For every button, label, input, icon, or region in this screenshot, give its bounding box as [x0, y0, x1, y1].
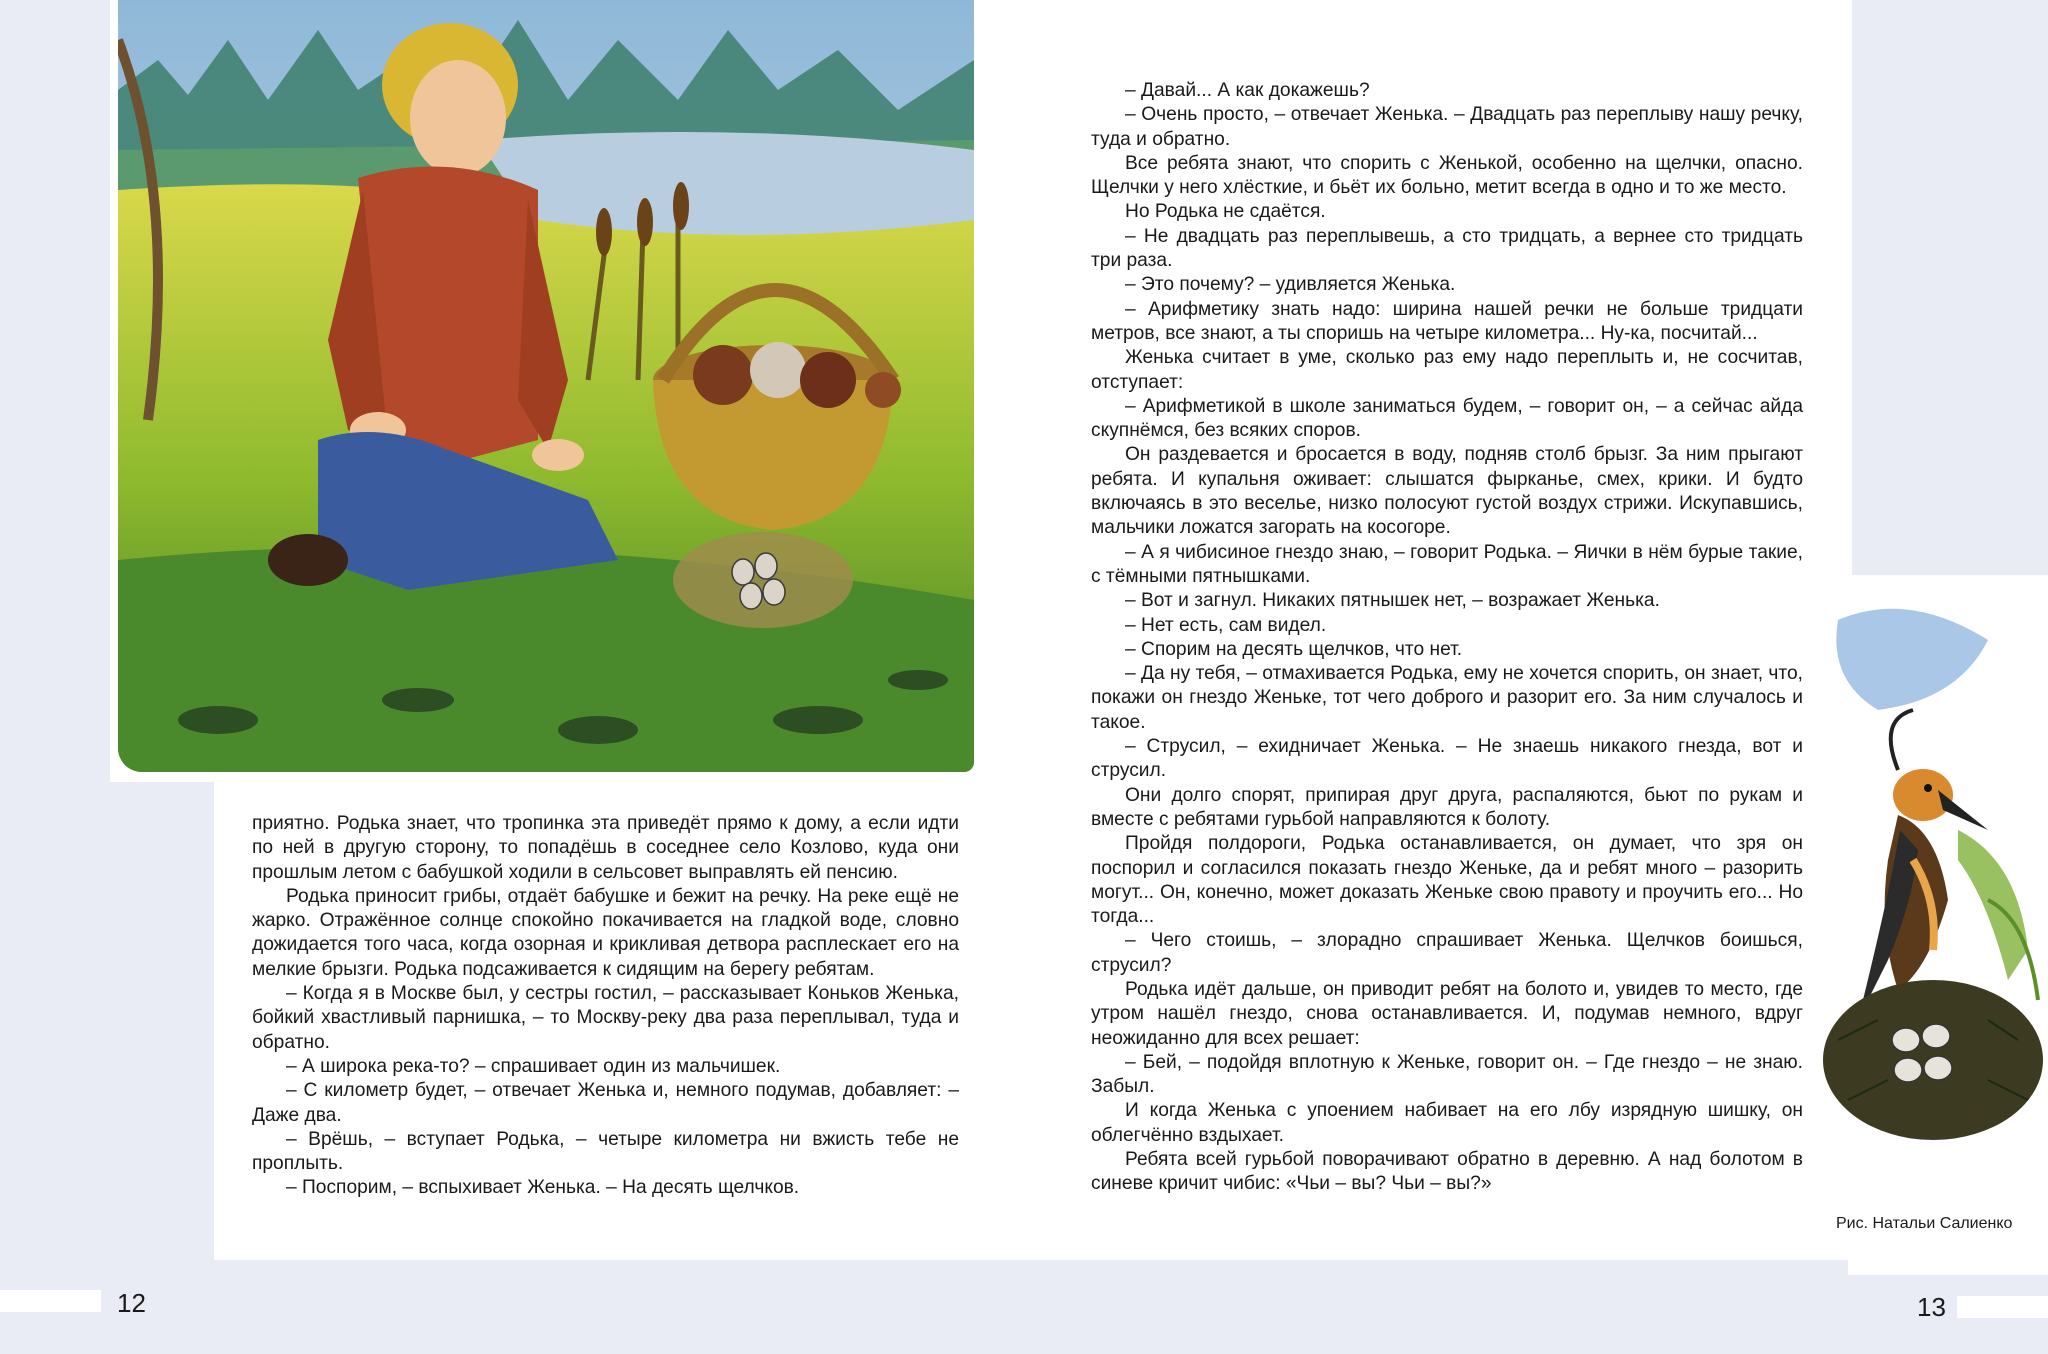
paragraph: – Чего стоишь, – злорадно спрашивает Женька. Щелчков боишься, струсил?	[1091, 930, 1803, 976]
paragraph: Ребята всей гурьбой поворачивают обратно в деревню. А над болотом в синеве кричит чибис: «Чьи – вы? Чьи – вы?»	[1091, 1149, 1803, 1195]
paragraph: – Вот и загнул. Никаких пятнышек нет, – возражает Женька.	[1125, 590, 1660, 612]
paragraph: – Поспорим, – вспыхивает Женька. – На десять щелчков.	[286, 1177, 800, 1199]
paragraph: Они долго спорят, припирая друг друга, распаляются, бьют по рукам и вместе с ребятами гурьбой направляются к болоту.	[1091, 784, 1803, 830]
page-number-strip	[0, 1290, 101, 1312]
paragraph: – Очень просто, – отвечает Женька. – Двадцать раз переплыву нашу речку, туда и обратно.	[1091, 104, 1803, 150]
paragraph: Но Родька не сдаётся.	[1125, 201, 1326, 223]
page-number: 12	[117, 1288, 146, 1318]
paragraph: Пройдя полдороги, Родька останавливается, он думает, что зря он поспорил и согласился показать гнездо Женьке, да и ребят много – разорить могут... Он, конечно, может доказать Женьке свою правоту и проучить его... Но тогда...	[1091, 833, 1803, 928]
paragraph: – Арифметику знать надо: ширина нашей речки не больше тридцати метров, все знают, а ты споришь на четыре километра... Ну-ка, посчитай...	[1091, 298, 1803, 344]
paragraph: – Нет есть, сам видел.	[1125, 614, 1327, 636]
paragraph: И когда Женька с упоением набивает на его лбу изрядную шишку, он облегчённо вздыхает.	[1091, 1100, 1803, 1146]
paragraph: Женька считает в уме, сколько раз ему надо переплыть и, не сосчитав, отступает:	[1091, 347, 1803, 393]
paragraph: Родька приносит грибы, отдаёт бабушке и бежит на речку. На реке ещё не жарко. Отражённое солнце спокойно покачивается на гладкой воде, словно дожидается того часа, когда озорная и крикливая детвора расплескает его на мелкие брызги. Родька подсаживается к сидящим на берегу ребятам.	[252, 885, 959, 980]
paragraph: Все ребята знают, что спорить с Женькой, особенно на щелчки, опасно. Щелчки у него хлёсткие, и бьёт их больно, метит всегда в одно и то же место.	[1091, 152, 1803, 199]
paragraph: – Да ну тебя, – отмахивается Родька, ему не хочется спорить, он знает, что, покажи он гнездо Женьке, тот чего доброго и разорит его. За ним случалось и такое.	[1091, 663, 1803, 733]
left-page-text	[252, 812, 959, 1201]
illustration-credit: Рис. Натальи Салиенко	[1836, 1215, 2013, 1232]
page-number: 13	[1917, 1292, 1946, 1322]
lapwing-nest-illustration	[1818, 600, 2046, 1180]
right-page-text	[1091, 79, 1803, 1197]
paragraph: – А я чибисиное гнездо знаю, – говорит Родька. – Яички в нём бурые такие, с тёмными пятнышками.	[1091, 541, 1803, 587]
paragraph: – А широка река-то? – спрашивает один из мальчишек.	[286, 1055, 781, 1077]
paragraph: Он раздевается и бросается в воду, подняв столб брызг. За ним прыгают ребята. И купальня оживает: слышатся фырканье, смех, крики. И будто включаясь в это веселье, низко полосуют густой воздух стрижи. Искупавшись, мальчики ложатся загорать на косогоре.	[1091, 444, 1803, 539]
paragraph: – Спорим на десять щелчков, что нет.	[1125, 638, 1463, 660]
paragraph: – Когда я в Москве был, у сестры гостил, – рассказывает Коньков Женька, бойкий хвастливый парнишка, – то Москву-реку два раза переплывал, туда и обратно.	[252, 983, 959, 1053]
paragraph: – Струсил, – ехидничает Женька. – Не знаешь никакого гнезда, вот и струсил.	[1091, 736, 1803, 782]
paragraph: приятно. Родька знает, что тропинка эта приведёт прямо к дому, а если идти по ней в другую сторону, то попадёшь в соседнее село Козлово, куда они прошлым летом с бабушкой ходили в сельсовет выправлять ей пенсию.	[252, 813, 959, 883]
paragraph: Родька идёт дальше, он приводит ребят на болото и, увидев то место, где утром нашёл гнездо, снова останавливается. И, подумав немного, вдруг неожиданно для всех решает:	[1091, 978, 1803, 1049]
paragraph: – Не двадцать раз переплывешь, а сто тридцать, а вернее сто тридцать три раза.	[1091, 225, 1803, 272]
paragraph: – Бей, – подойдя вплотную к Женьке, говорит он. – Где гнездо – не знаю. Забыл.	[1091, 1051, 1803, 1098]
paragraph: – С километр будет, – отвечает Женька и, немного подумав, добавляет: – Даже два.	[252, 1080, 959, 1126]
paragraph: – Давай... А как докажешь?	[1125, 80, 1370, 101]
page-number-strip	[1957, 1296, 2048, 1318]
paragraph: – Это почему? – удивляется Женька.	[1125, 274, 1456, 296]
paragraph: – Врёшь, – вступает Родька, – четыре километра ни вжисть тебе не проплыть.	[252, 1128, 959, 1175]
boy-with-basket-illustration	[118, 0, 974, 772]
paragraph: – Арифметикой в школе заниматься будем, – говорит он, – а сейчас айда скупнёмся, без всяких споров.	[1091, 395, 1803, 442]
